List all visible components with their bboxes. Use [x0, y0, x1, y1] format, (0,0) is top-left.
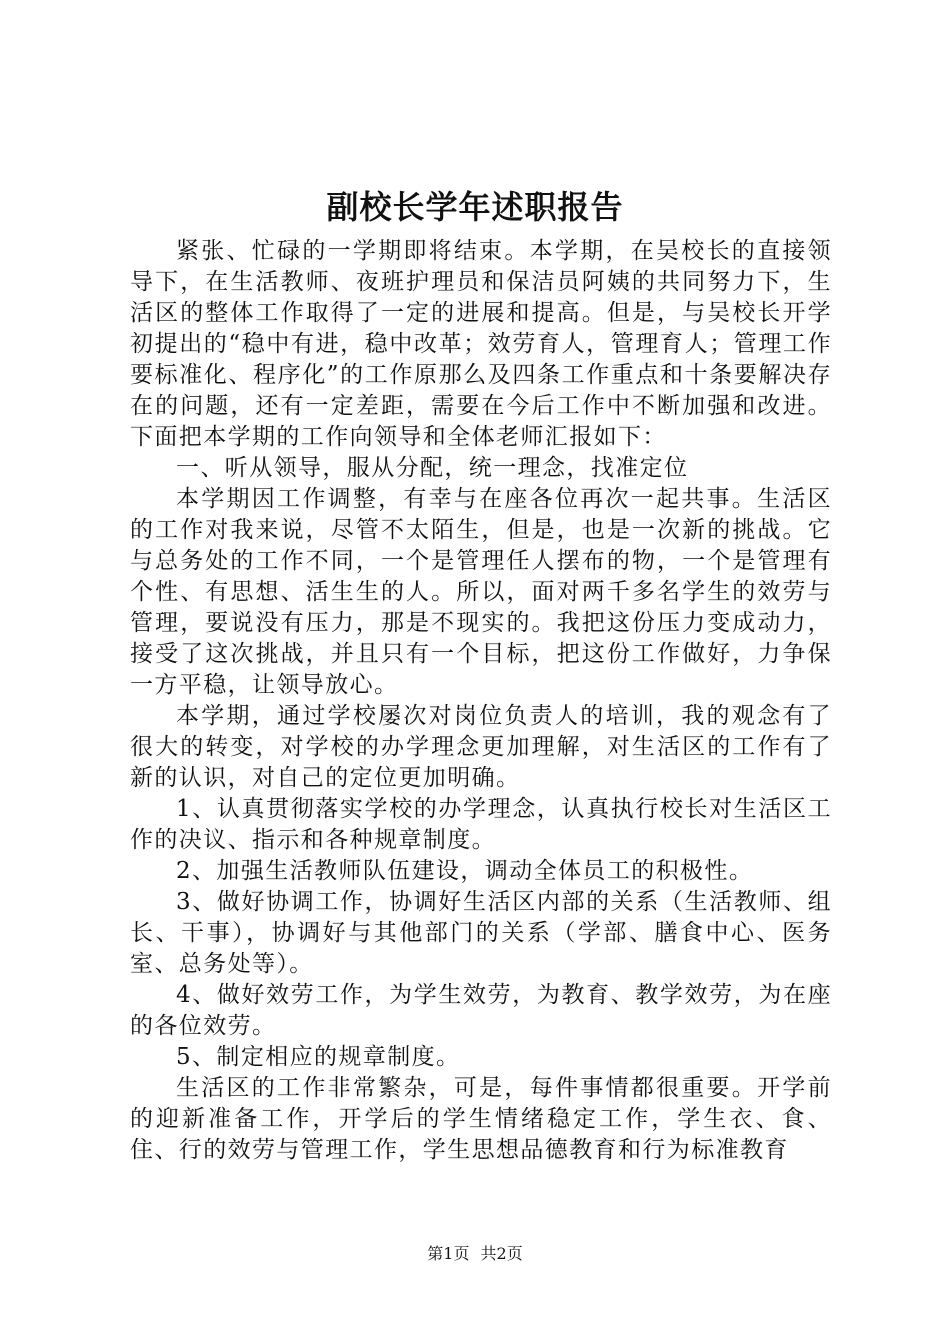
paragraph: 生活区的工作非常繁杂，可是，每件事情都很重要。开学前的迎新准备工作，开学后的学生情绪稳定工作，学生衣、食、住、行的效劳与管理工作，学生思想品德教育和行为标准教育: [130, 1075, 832, 1163]
list-item: 2、加强生活教师队伍建设，调动全体员工的积极性。: [176, 858, 754, 884]
page-number: 第1页: [427, 1244, 470, 1263]
paragraph-intro: 紧张、忙碌的一学期即将结束。本学期，在吴校长的直接领导下，在生活教师、夜班护理员和保洁员阿姨的共同努力下，生活区的整体工作取得了一定的进展和提高。但是，与吴校长开学初提出的“稳中有进，稳中改革；效劳育人，管理育人；管理工作要标准化、程序化”的工作原那么及四条工作重点和十条要解决存在的问题，还有一定差距，需要在今后工作中不断加强和改进。下面把本学期的工作向领导和全体老师汇报如下：: [130, 238, 832, 450]
page-total: 共2页: [480, 1244, 523, 1263]
document-body: [130, 236, 832, 1166]
paragraph: 本学期因工作调整，有幸与在座各位再次一起共事。生活区的工作对我来说，尽管不太陌生，但是，也是一次新的挑战。它与总务处的工作不同，一个是管理任人摆布的物，一个是管理有个性、有思想、活生生的人。所以，面对两千多名学生的效劳与管理，要说没有压力，那是不现实的。我把这份压力变成动力，接受了这次挑战，并且只有一个目标，把这份工作做好，力争保一方平稳，让领导放心。: [130, 486, 832, 698]
list-item: 3、做好协调工作，协调好生活区内部的关系（生活教师、组长、干事），协调好与其他部门的关系（学部、膳食中心、医务室、总务处等）。: [130, 889, 832, 977]
list-item: 4、做好效劳工作，为学生效劳，为教育、教学效劳，为在座的各位效劳。: [130, 982, 832, 1039]
paragraph: 本学期，通过学校屡次对岗位负责人的培训，我的观念有了很大的转变，对学校的办学理念更加理解，对生活区的工作有了新的认识，对自己的定位更加明确。: [130, 703, 832, 791]
list-item: 1、认真贯彻落实学校的办学理念，认真执行校长对生活区工作的决议、指示和各种规章制度。: [130, 796, 832, 853]
list-item: 5、制定相应的规章制度。: [176, 1044, 461, 1070]
document-title: 副校长学年述职报告: [326, 188, 624, 226]
page-footer: [0, 1243, 950, 1265]
section-heading-1: 一、听从领导，服从分配，统一理念，找准定位: [176, 455, 689, 481]
